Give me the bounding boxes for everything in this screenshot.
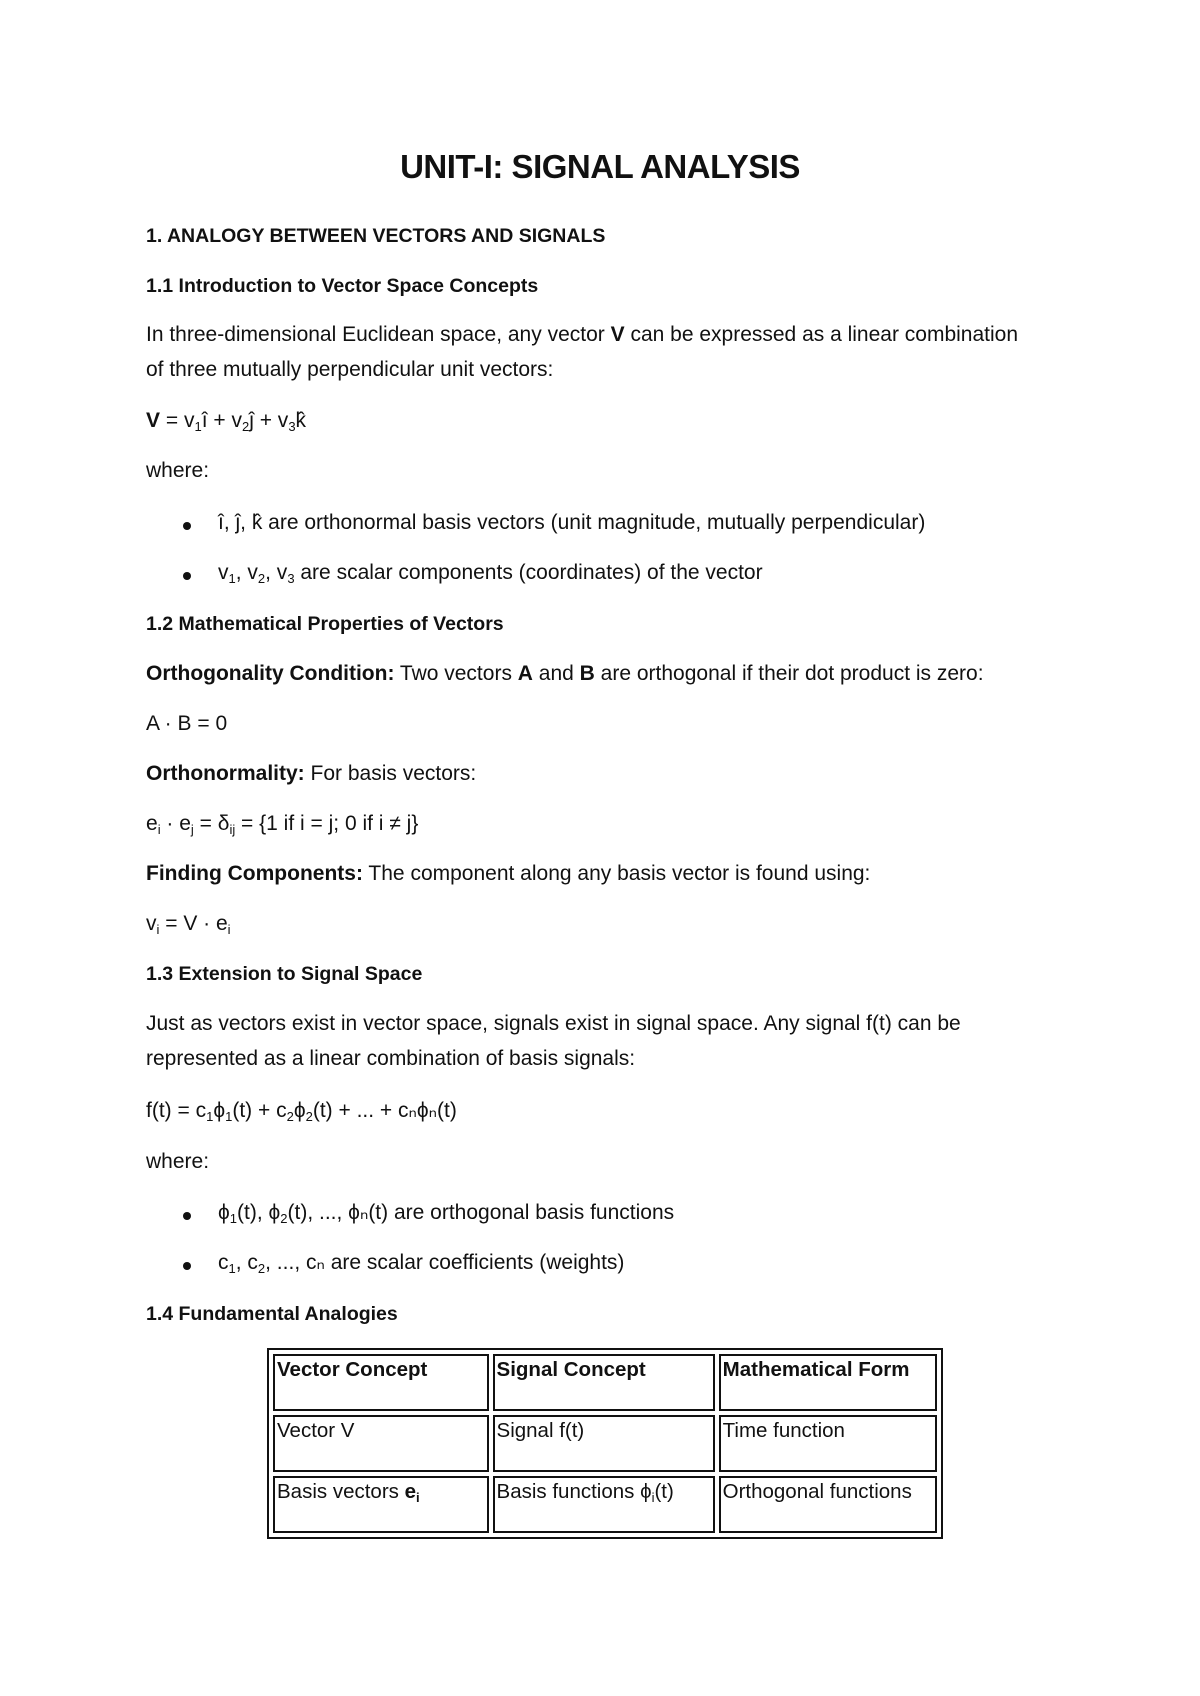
list-item-basis-vectors: î, ĵ, k̂ are orthonormal basis vectors (unit magnitude, mutually perpendicular) (218, 511, 926, 534)
section-heading-1: 1. ANALOGY BETWEEN VECTORS AND SIGNALS (146, 225, 606, 247)
table-row (273, 1415, 937, 1472)
table-cell: Time function (719, 1415, 937, 1472)
table-header-cell: Vector Concept (273, 1354, 489, 1411)
page-title: UNIT-I: SIGNAL ANALYSIS (400, 148, 800, 185)
finding-components-paragraph: Finding Components: The component along any basis vector is found using: (146, 862, 871, 885)
table-cell: Signal f(t) (493, 1415, 715, 1472)
orthonormality-equation: $e_i \cdot e_j = \delta_{ij} = \{1$ if i = j; 0 if i ≠ j} (146, 812, 419, 837)
table-cell: Vector V (273, 1415, 489, 1472)
table-header-row (273, 1354, 937, 1411)
bullet-dot (183, 572, 191, 580)
list-item-scalar-components: $v_1$, $v_2$, $v_3$ are scalar components (coordinates) of the vector (218, 561, 763, 586)
component-equation: $v_i = V \cdot e_i$ (146, 912, 231, 937)
table-header-cell: Mathematical Form (719, 1354, 937, 1411)
table-header-cell: Signal Concept (493, 1354, 715, 1411)
table-row (273, 1476, 937, 1533)
signal-equation: $f(t) = c_1\phi_1(t) + c_2\phi_2(t)$ + ... + cₙϕₙ(t) (146, 1099, 457, 1124)
analogies-table (267, 1348, 943, 1539)
dot-product-equation: A · B = 0 (146, 712, 228, 735)
list-item-coefficients: $c_1$, $c_2$, ..., cₙ are scalar coefficients (weights) (218, 1251, 625, 1276)
orthonormality-paragraph: Orthonormality: For basis vectors: (146, 762, 477, 785)
bullet-dot (183, 522, 191, 530)
table-cell: Basis functions $\phi_i(t)$ (493, 1476, 715, 1533)
subsection-heading-1-4: 1.4 Fundamental Analogies (146, 1303, 398, 1325)
bullet-dot (183, 1262, 191, 1270)
subsection-heading-1-3: 1.3 Extension to Signal Space (146, 963, 423, 985)
where-label-1: where: (146, 459, 210, 482)
intro-paragraph-line-1: In three-dimensional Euclidean space, any vector V can be expressed as a linear combination (146, 323, 1019, 346)
subsection-heading-1-1: 1.1 Introduction to Vector Space Concepts (146, 275, 539, 297)
subsection-heading-1-2: 1.2 Mathematical Properties of Vectors (146, 613, 504, 635)
signal-paragraph-line-1: Just as vectors exist in vector space, signals exist in signal space. Any signal f(t) can be (146, 1012, 961, 1035)
table-cell: Orthogonal functions (719, 1476, 937, 1533)
intro-paragraph-line-2: of three mutually perpendicular unit vectors: (146, 358, 554, 381)
list-item-basis-functions: $\phi_1(t)$, $\phi_2(t)$, ..., ϕₙ(t) are orthogonal basis functions (218, 1201, 675, 1226)
orthogonality-paragraph: Orthogonality Condition: Two vectors A and B are orthogonal if their dot product is zero: (146, 662, 984, 685)
vector-equation: $V = v_1î$ + $v_2ĵ$ + $v_3k̂$ (146, 409, 307, 434)
bullet-dot (183, 1212, 191, 1220)
signal-paragraph-line-2: represented as a linear combination of basis signals: (146, 1047, 636, 1070)
table-cell: Basis vectors $e_i$ (273, 1476, 489, 1533)
where-label-2: where: (146, 1150, 210, 1173)
